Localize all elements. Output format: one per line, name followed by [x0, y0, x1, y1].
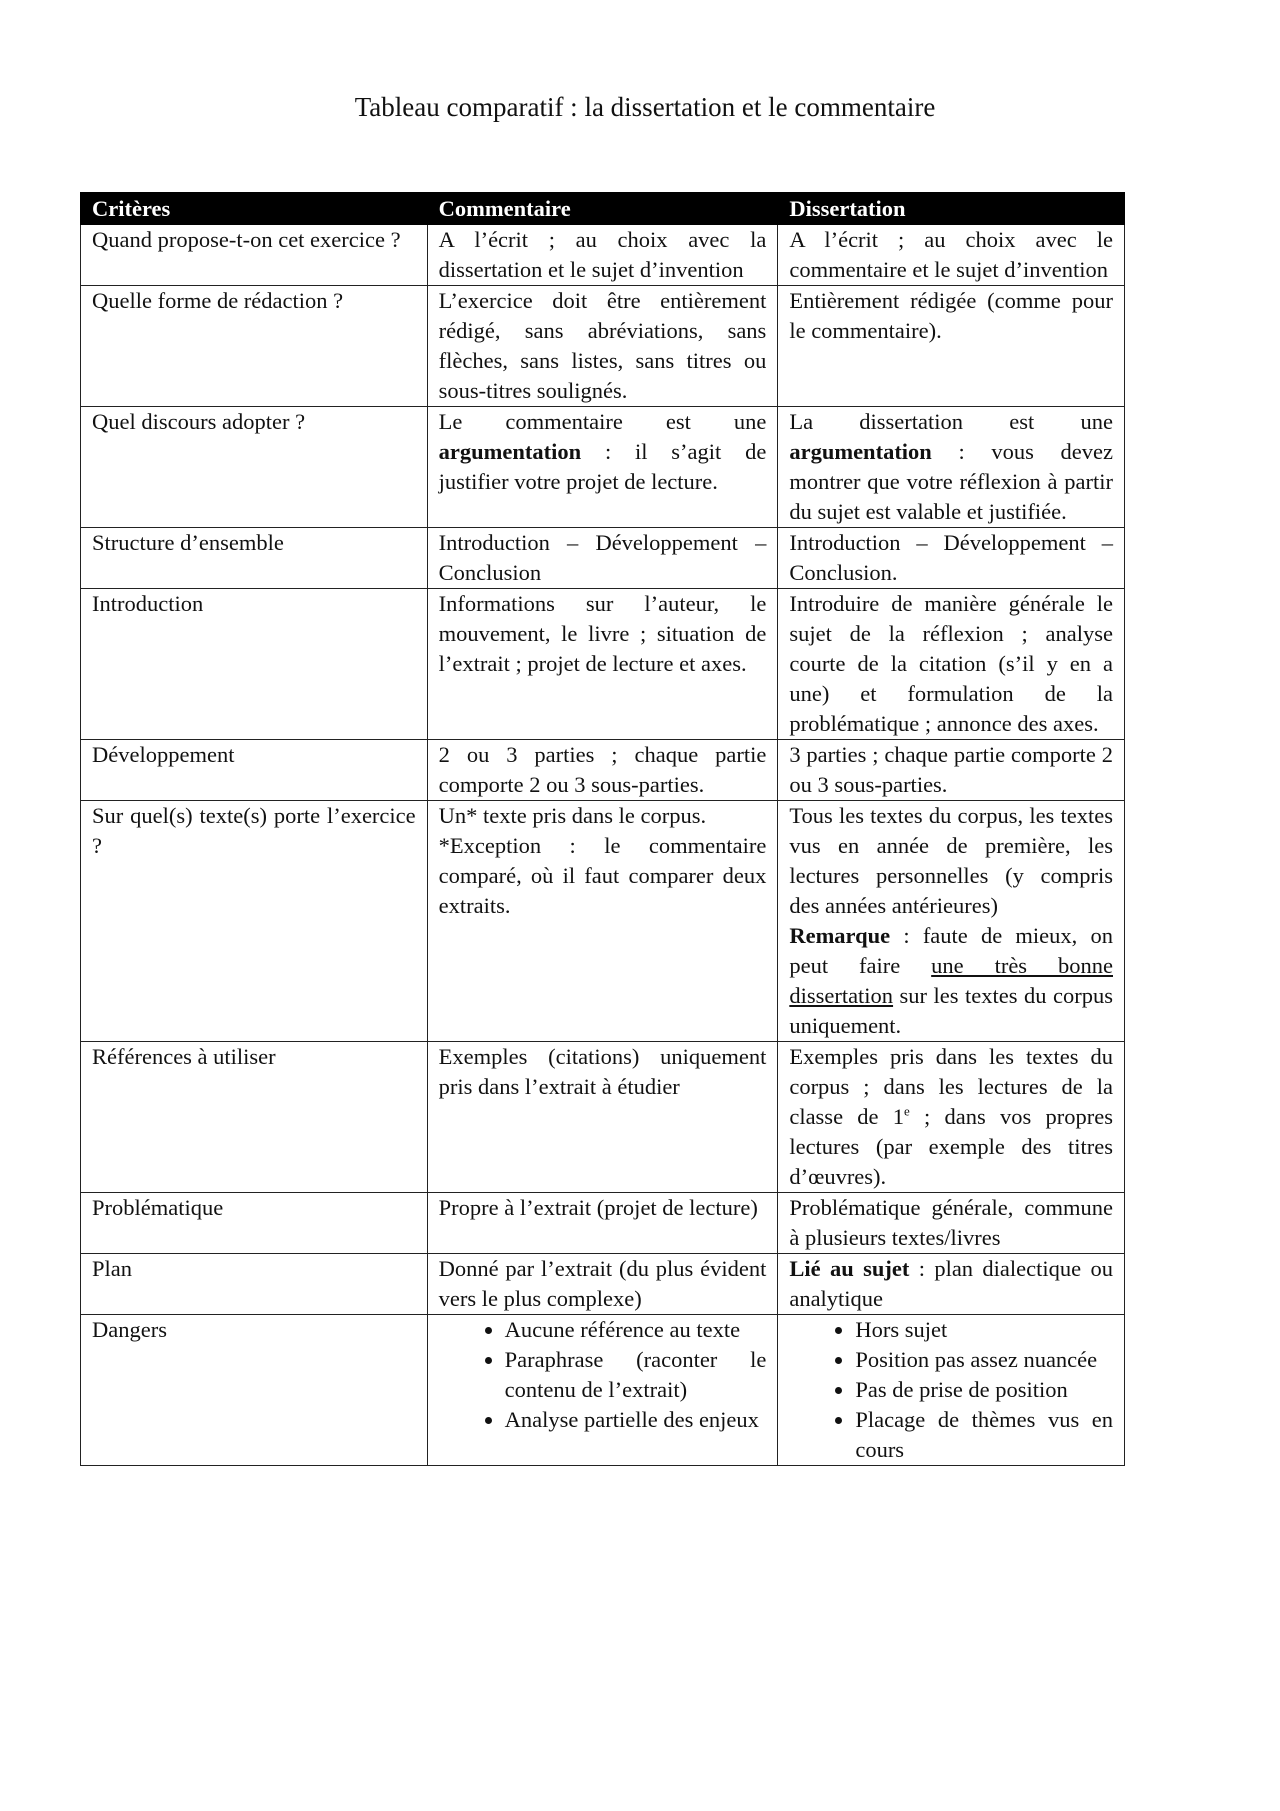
commentaire-cell: A l’écrit ; au choix avec la dissertation et le sujet d’invention [427, 225, 778, 286]
bullet-list [439, 1315, 767, 1435]
text: Exemples pris dans les textes du corpus ; dans les lectures de la classe de 1 [789, 1044, 1113, 1129]
dissertation-cell: 3 parties ; chaque partie comporte 2 ou 3 sous-parties. [778, 740, 1125, 801]
critere-cell: Structure d’ensemble [81, 528, 428, 589]
critere-cell: Dangers [81, 1315, 428, 1466]
critere-cell: Quand propose-t-on cet exercice ? [81, 225, 428, 286]
remarque [789, 921, 1113, 1041]
table-row [81, 407, 1125, 528]
commentaire-cell: Introduction – Développement – Conclusion [427, 528, 778, 589]
dissertation-cell: Entièrement rédigée (comme pour le commentaire). [778, 286, 1125, 407]
list-item: • Aucune référence au texte [505, 1315, 767, 1345]
commentaire-cell: 2 ou 3 parties ; chaque partie comporte 2 ou 3 sous-parties. [427, 740, 778, 801]
bold-text: argumentation [438, 439, 582, 464]
commentaire-cell: L’exercice doit être entièrement rédigé, sans abréviations, sans flèches, sans listes, sans titres ou sous-titres soulignés. [427, 286, 778, 407]
commentaire-cell [427, 407, 778, 528]
critere-cell: Développement [81, 740, 428, 801]
list-item: • Analyse partielle des enjeux [505, 1405, 767, 1435]
list-item: • Placage de thèmes vus en cours [855, 1405, 1113, 1465]
text: La dissertation est une [789, 409, 1113, 434]
remarque-label: Remarque [789, 923, 891, 948]
dissertation-cell [778, 407, 1125, 528]
critere-cell: Problématique [81, 1193, 428, 1254]
dissertation-cell: Problématique générale, commune à plusieurs textes/livres [778, 1193, 1125, 1254]
text: sur les textes du corpus uniquement. [789, 983, 1113, 1038]
text: ; dans vos propres lectures (par exemple des titres d’œuvres). [789, 1104, 1113, 1189]
document-title: Tableau comparatif : la dissertation et le commentaire [354, 92, 936, 122]
header-commentaire: Commentaire [427, 193, 778, 225]
dissertation-cell [778, 1254, 1125, 1315]
list-item: • Pas de prise de position [855, 1375, 1113, 1405]
table-row [81, 1254, 1125, 1315]
critere-cell: Plan [81, 1254, 428, 1315]
commentaire-cell [427, 801, 778, 1042]
bold-text: Lié au sujet [789, 1256, 910, 1281]
superscript: e [904, 1103, 910, 1119]
list-item: • Position pas assez nuancée [855, 1345, 1113, 1375]
bullet-list [789, 1315, 1113, 1465]
header-dissertation: Dissertation [778, 193, 1125, 225]
dissertation-cell [778, 801, 1125, 1042]
table-row [81, 801, 1125, 1042]
commentaire-cell [427, 1315, 778, 1466]
table-row [81, 1193, 1125, 1254]
dissertation-cell: Introduire de manière générale le sujet de la réflexion ; analyse courte de la citation (s’il y en a une) et formulation de la problématique ; annonce des axes. [778, 589, 1125, 740]
header-row [81, 193, 1125, 225]
underlined-text: une très bonne dissertation [789, 953, 1113, 1008]
commentaire-cell: Propre à l’extrait (projet de lecture) [427, 1193, 778, 1254]
footnote: *Exception : le commentaire comparé, où il faut comparer deux extraits. [438, 833, 767, 918]
list-item: • Paraphrase (raconter le contenu de l’extrait) [505, 1345, 767, 1405]
text: Tous les textes du corpus, les textes vus en année de première, les lectures personnelles (y compris des années antérieures) [789, 803, 1113, 918]
text: : faute de mieux, on peut faire [789, 923, 1113, 978]
text: : vous devez montrer que votre réflexion à partir du sujet est valable et justifiée. [789, 439, 1113, 524]
table-row [81, 286, 1125, 407]
comparison-table [80, 192, 1125, 1466]
table-row [81, 740, 1125, 801]
table-row [81, 528, 1125, 589]
table-row [81, 225, 1125, 286]
critere-cell: Quel discours adopter ? [81, 407, 428, 528]
table-row [81, 1042, 1125, 1193]
bold-text: argumentation [789, 439, 932, 464]
header-criteres: Critères [81, 193, 428, 225]
table-row [81, 589, 1125, 740]
dissertation-cell: A l’écrit ; au choix avec le commentaire et le sujet d’invention [778, 225, 1125, 286]
table-row [81, 1315, 1125, 1466]
dissertation-cell: Introduction – Développement – Conclusion. [778, 528, 1125, 589]
text: Le commentaire est une [438, 409, 767, 434]
critere-cell: Quelle forme de rédaction ? [81, 286, 428, 407]
critere-cell: Sur quel(s) texte(s) porte l’exercice ? [81, 801, 428, 1042]
critere-cell: Introduction [81, 589, 428, 740]
commentaire-cell: Donné par l’extrait (du plus évident vers le plus complexe) [427, 1254, 778, 1315]
text: Un* texte pris dans le corpus. [438, 803, 707, 828]
list-item: • Hors sujet [855, 1315, 1113, 1345]
commentaire-cell: Informations sur l’auteur, le mouvement, le livre ; situation de l’extrait ; projet de lecture et axes. [427, 589, 778, 740]
critere-cell: Références à utiliser [81, 1042, 428, 1193]
text: : plan dialectique ou analytique [789, 1256, 1113, 1311]
commentaire-cell: Exemples (citations) uniquement pris dans l’extrait à étudier [427, 1042, 778, 1193]
text: : il s’agit de justifier votre projet de lecture. [438, 439, 767, 494]
dissertation-cell [778, 1315, 1125, 1466]
dissertation-cell [778, 1042, 1125, 1193]
